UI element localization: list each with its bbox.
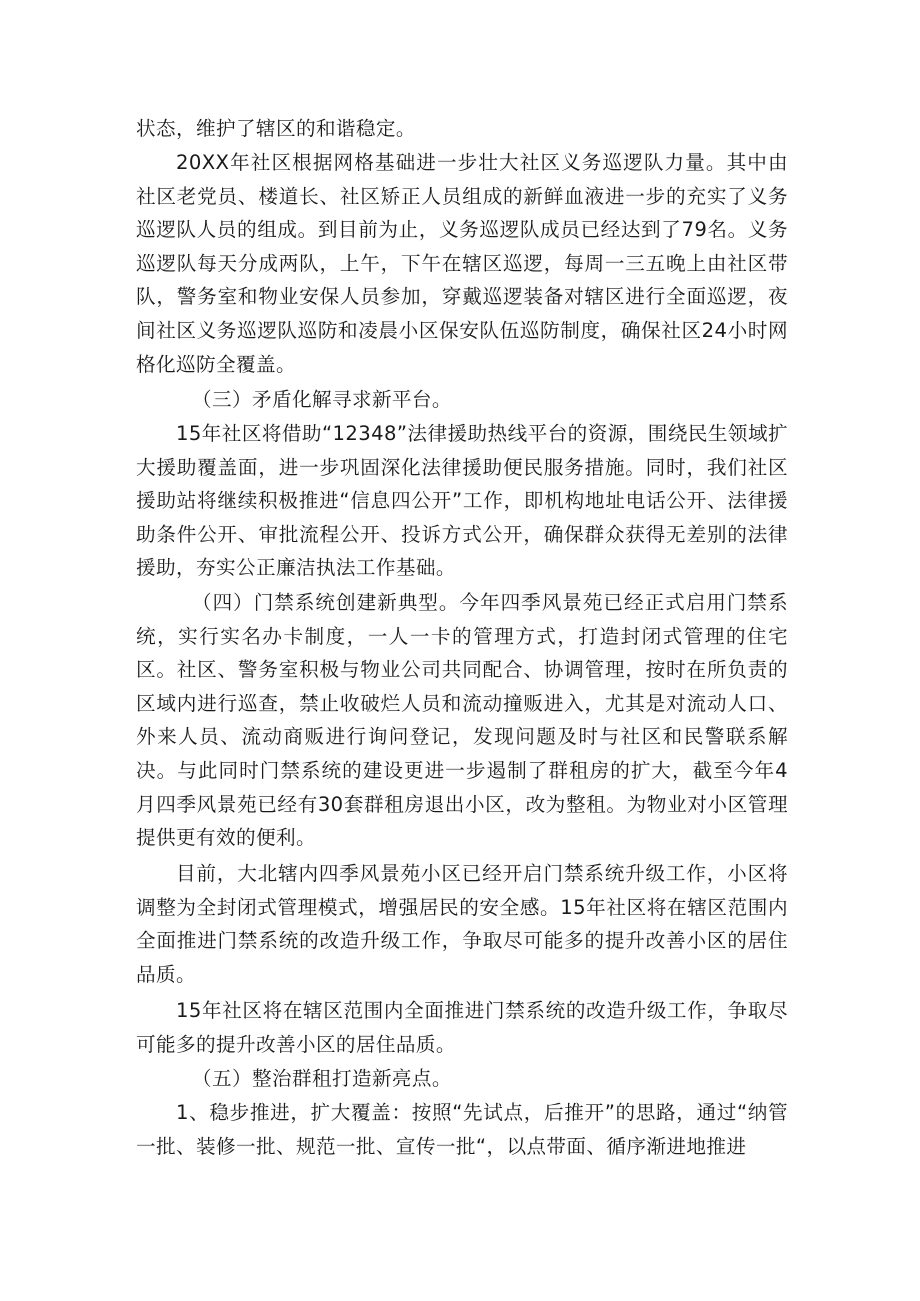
paragraph-continuation: 状态，维护了辖区的和谐稳定。 (136, 117, 416, 140)
paragraph-steady-progress: 1、稳步推进，扩大覆盖：按照“先试点，后推开”的思路，通过“纳管一批、装修一批、规范一批、宣传一批“，以点带面、循序渐进地推进 (136, 1101, 788, 1158)
section-heading-3: （三）矛盾化解寻求新平台。 (192, 388, 452, 411)
paragraph-upgrade-plan: 15年社区将在辖区范围内全面推进门禁系统的改造升级工作，争取尽可能多的提升改善小区的居住品质。 (136, 999, 788, 1056)
paragraph-patrol-team: 20XX年社区根据网格基础进一步壮大社区义务巡逻队力量。其中由社区老党员、楼道长、社区矫正人员组成的新鲜血液进一步的充实了义务巡逻队人员的组成。到目前为止，义务巡逻队成员已经达到了79名。义务巡逻队每天分成两队，上午，下午在辖区巡逻，每周一三五晚上由社区带队，警务室和物业安保人员参加，穿戴巡逻装备对辖区进行全面巡逻，夜间社区义务巡逻队巡防和凌晨小区保安队伍巡防制度，确保社区24小时网格化巡防全覆盖。 (136, 151, 788, 376)
section-heading-5: （五）整治群租打造新亮点。 (192, 1067, 452, 1090)
paragraph-access-control: （四）门禁系统创建新典型。今年四季风景苑已经正式启用门禁系统，实行实名办卡制度，一人一卡的管理方式，打造封闭式管理的住宅区。社区、警务室积极与物业公司共同配合、协调管理，按时在所负责的区域内进行巡查，禁止收破烂人员和流动撞贩进入，尤其是对流动人口、外来人员、流动商贩进行询问登记，发现问题及时与社区和民警联系解决。与此同时门禁系统的建设更进一步遏制了群租房的扩大，截至今年4月四季风景苑已经有30套群租房退出小区，改为整租。为物业对小区管理提供更有效的便利。 (136, 591, 788, 850)
paragraph-legal-aid: 15年社区将借助“12348”法律援助热线平台的资源，围绕民生领域扩大援助覆盖面，进一步巩固深化法律援助便民服务措施。同时，我们社区援助站将继续积极推进“信息四公开”工作，即机构地址电话公开、法律援助条件公开、审批流程公开、投诉方式公开，确保群众获得无差别的法律援助，夯实公正廉洁执法工作基础。 (136, 422, 788, 580)
paragraph-current-status: 目前，大北辖内四季风景苑小区已经开启门禁系统升级工作，小区将调整为全封闭式管理模式，增强居民的安全感。15年社区将在辖区范围内全面推进门禁系统的改造升级工作，争取尽可能多的提升改善小区的居住品质。 (136, 862, 788, 986)
